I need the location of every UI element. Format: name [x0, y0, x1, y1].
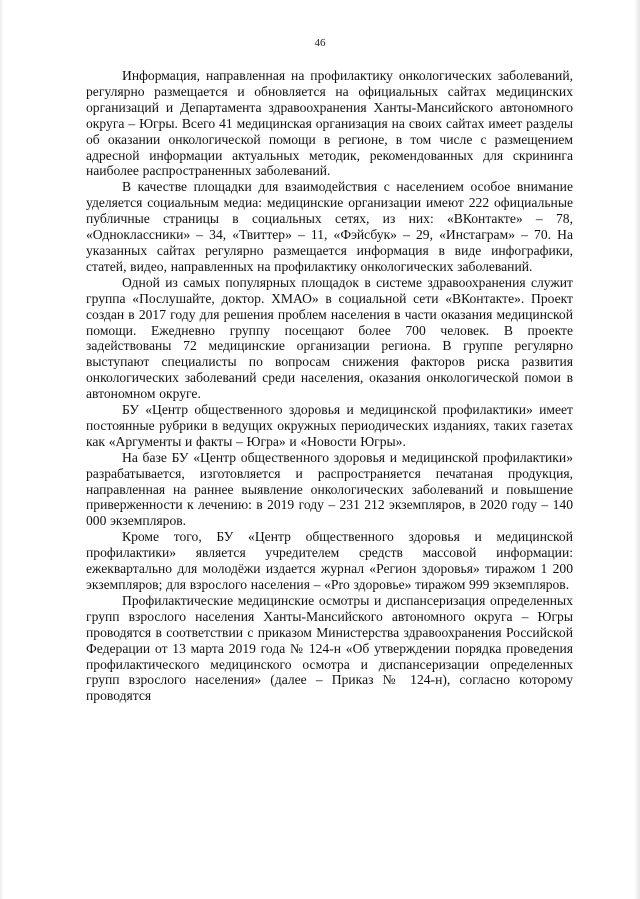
paragraph-medical-checkups: Профилактические медицинские осмотры и диспансеризация определенных групп взрослого населения Ханты-Мансийского автономного округа – Югры проводятся в соответствии с приказом Министерства здравоохранения Российской Федерации от 13 марта 2019 года № 124-н «Об утверждении порядка проведения профилактического медицинского осмотра и диспансеризации определенных групп взрослого населения» (далее – Приказ № 124-н), согласно которому проводятся	[86, 592, 573, 704]
paragraph-mass-media: Кроме того, БУ «Центр общественного здоровья и медицинской профилактики» является учредителем средств массовой информации: ежеквартально для молодёжи издается журнал «Регион здоровья» тиражом 1 200 экземпляров; для взрослого населения – «Pro здоровье» тиражом 999 экземпляров.	[86, 529, 573, 592]
paragraph-vkontakte-group: Одной из самых популярных площадок в системе здравоохранения служит группа «Послушайте, доктор. ХМАО» в социальной сети «ВКонтакте». Проект создан в 2017 году для решения проблем населения в части оказания медицинской помощи. Ежедневно группу посещают более 700 человек. В проекте задействованы 72 медицинские организации региона. В группе регулярно выступают специалисты по вопросам снижения факторов риска развития онкологических заболеваний среди населения, оказания онкологической помои в автономном округе.	[86, 274, 573, 402]
page-number: 46	[314, 37, 326, 49]
paragraph-oncology-info: Информация, направленная на профилактику онкологических заболеваний, регулярно размещается и обновляется на официальных сайтах медицинских организаций и Департамента здравоохранения Ханты-Мансийского автономного округа – Югры. Всего 41 медицинская организация на своих сайтах имеет разделы об оказании онкологической помощи в регионе, в том числе с размещением адресной информации актуальных методик, рекомендованных для скрининга наиболее распространенных заболеваний.	[86, 68, 573, 179]
paragraph-social-media: В качестве площадки для взаимодействия с населением особое внимание уделяется социальным медиа: медицинские организации имеют 222 официальные публичные страницы в социальных сетях, из них: «ВКонтакте» – 78, «Одноклассники» – 34, «Твиттер» – 11, «Фэйсбук» – 29, «Инстаграм» – 70. На указанных сайтах регулярно размещается информация в виде инфографики, статей, видео, направленных на профилактику онкологических заболеваний.	[86, 179, 573, 274]
scan-edge-left	[0, 0, 4, 899]
paragraph-periodicals: БУ «Центр общественного здоровья и медицинской профилактики» имеет постоянные рубрики в ведущих окружных периодических изданиях, таких газетах как «Аргументы и факты – Югра» и «Новости Югры».	[86, 402, 573, 449]
scan-edge-right	[634, 0, 640, 899]
paragraph-printed-products: На базе БУ «Центр общественного здоровья и медицинской профилактики» разрабатывается, изготовляется и распространяется печатаная продукция, направленная на раннее выявление онкологических заболеваний и повышение приверженности к лечению: в 2019 году – 231 212 экземпляров, в 2020 году – 140 000 экземпляров.	[86, 449, 573, 529]
document-body	[86, 68, 573, 704]
